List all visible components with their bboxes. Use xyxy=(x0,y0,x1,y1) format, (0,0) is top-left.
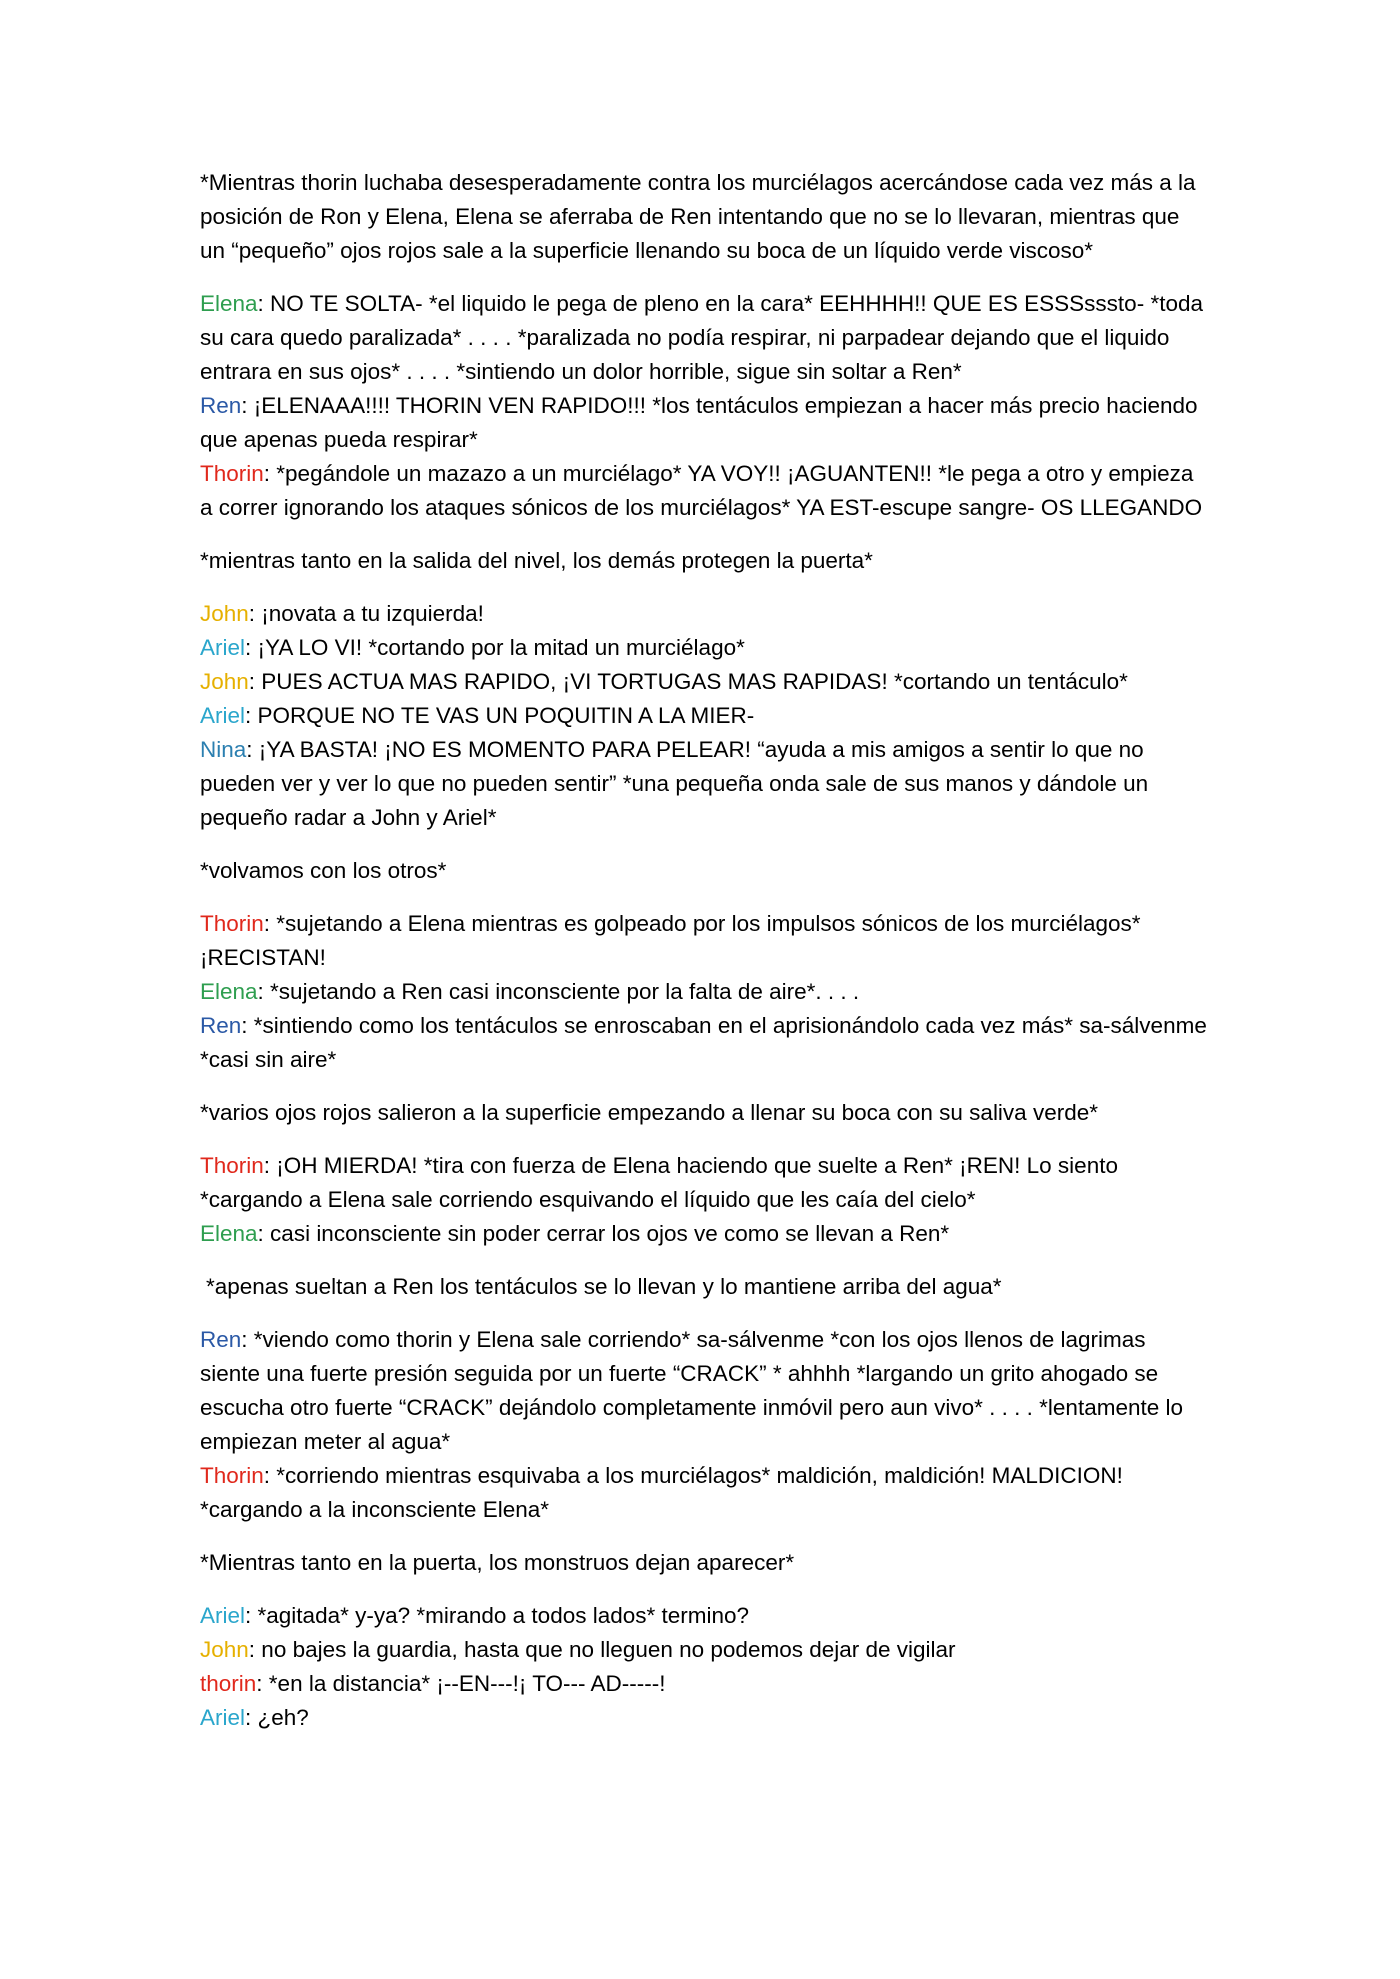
narration-paragraph: *Mientras thorin luchaba desesperadamente contra los murciélagos acercándose cada vez más a la posición de Ron y Elena, Elena se aferraba de Ren intentando que no se lo llevaran, mientras que un “pequeño” ojos rojos sale a la superficie llenando su boca de un líquido verde viscoso* xyxy=(200,170,1196,263)
speaker-name: Ariel xyxy=(200,703,246,728)
dialogue-text: : no bajes la guardia, hasta que no lleguen no podemos dejar de vigilar xyxy=(248,1637,956,1662)
speaker-name: Ariel xyxy=(200,1603,246,1628)
dialogue-block xyxy=(200,597,1210,835)
dialogue-text: : *en la distancia* ¡--EN---!¡ TO--- AD-----! xyxy=(256,1671,666,1696)
speaker-name: Thorin xyxy=(200,461,264,486)
dialogue-block xyxy=(200,1149,1210,1251)
dialogue-text: : NO TE SOLTA- *el liquido le pega de pleno en la cara* EEHHHH!! QUE ES ESSSsssto- *toda su cara quedo paralizada* . . . . *paralizada no podía respirar, ni parpadear dejando que el liquido entrara en sus ojos* . . . . *sintiendo un dolor horrible, sigue sin soltar a Ren* xyxy=(200,291,1203,384)
narration-paragraph: *mientras tanto en la salida del nivel, los demás protegen la puerta* xyxy=(200,548,873,573)
narration-paragraph: *varios ojos rojos salieron a la superficie empezando a llenar su boca con su saliva verde* xyxy=(200,1100,1098,1125)
dialogue-line xyxy=(200,631,1210,665)
dialogue-text: : ¡ELENAAA!!!! THORIN VEN RAPIDO!!! *los tentáculos empiezan a hacer más precio haciendo que apenas pueda respirar* xyxy=(200,393,1198,452)
dialogue-block xyxy=(200,907,1210,1077)
dialogue-text: : *corriendo mientras esquivaba a los murciélagos* maldición, maldición! MALDICION! *cargando a la inconsciente Elena* xyxy=(200,1463,1123,1522)
dialogue-text: : *pegándole un mazazo a un murciélago* YA VOY!! ¡AGUANTEN!! *le pega a otro y empieza a correr ignorando los ataques sónicos de los murciélagos* YA EST-escupe sangre- OS LLEGANDO xyxy=(200,461,1203,520)
dialogue-line xyxy=(200,457,1210,525)
dialogue-line xyxy=(200,665,1210,699)
dialogue-line xyxy=(200,1149,1210,1217)
dialogue-line xyxy=(200,1701,1210,1735)
dialogue-text: : *sintiendo como los tentáculos se enroscaban en el aprisionándolo cada vez más* sa-sálvenme *casi sin aire* xyxy=(200,1013,1207,1072)
dialogue-line xyxy=(200,699,1210,733)
dialogue-line xyxy=(200,1459,1210,1527)
speaker-name: Ren xyxy=(200,1013,242,1038)
dialogue-line xyxy=(200,1323,1210,1459)
dialogue-line xyxy=(200,1009,1210,1077)
dialogue-line xyxy=(200,287,1210,389)
dialogue-text: : PUES ACTUA MAS RAPIDO, ¡VI TORTUGAS MAS RAPIDAS! *cortando un tentáculo* xyxy=(248,669,1128,694)
speaker-name: Ren xyxy=(200,1327,242,1352)
speaker-name: John xyxy=(200,669,249,694)
dialogue-line xyxy=(200,1667,1210,1701)
dialogue-line xyxy=(200,1633,1210,1667)
dialogue-text: : *agitada* y-ya? *mirando a todos lados* termino? xyxy=(245,1603,750,1628)
speaker-name: John xyxy=(200,601,249,626)
dialogue-text: : *sujetando a Elena mientras es golpeado por los impulsos sónicos de los murciélagos* ¡RECISTAN! xyxy=(200,911,1141,970)
speaker-name: Elena xyxy=(200,1221,258,1246)
narration-paragraph: *Mientras tanto en la puerta, los monstruos dejan aparecer* xyxy=(200,1550,795,1575)
dialogue-block xyxy=(200,287,1210,525)
dialogue-line xyxy=(200,975,1210,1009)
dialogue-text: : casi inconsciente sin poder cerrar los ojos ve como se llevan a Ren* xyxy=(257,1221,950,1246)
dialogue-block xyxy=(200,1323,1210,1527)
dialogue-block xyxy=(200,1599,1210,1735)
speaker-name: Ren xyxy=(200,393,242,418)
dialogue-line xyxy=(200,907,1210,975)
narration-paragraph: *apenas sueltan a Ren los tentáculos se lo llevan y lo mantiene arriba del agua* xyxy=(206,1274,1002,1299)
speaker-name: Thorin xyxy=(200,1153,264,1178)
dialogue-line xyxy=(200,597,1210,631)
dialogue-text: : *sujetando a Ren casi inconsciente por la falta de aire*. . . . xyxy=(257,979,860,1004)
speaker-name: thorin xyxy=(200,1671,257,1696)
dialogue-text: : ¡YA LO VI! *cortando por la mitad un murciélago* xyxy=(245,635,745,660)
document-page xyxy=(200,166,1210,1754)
speaker-name: Thorin xyxy=(200,1463,264,1488)
dialogue-line xyxy=(200,1599,1210,1633)
speaker-name: Ariel xyxy=(200,635,246,660)
dialogue-text: : ¡OH MIERDA! *tira con fuerza de Elena haciendo que suelte a Ren* ¡REN! Lo siento *cargando a Elena sale corriendo esquivando el líquido que les caía del cielo* xyxy=(200,1153,1118,1212)
dialogue-text: : *viendo como thorin y Elena sale corriendo* sa-sálvenme *con los ojos llenos de lagrimas siente una fuerte presión seguida por un fuerte “CRACK” * ahhhh *largando un grito ahogado se escucha otro fuerte “CRACK” dejándolo completamente inmóvil pero aun vivo* . . . . *lentamente lo empiezan meter al agua* xyxy=(200,1327,1184,1454)
speaker-name: Thorin xyxy=(200,911,264,936)
dialogue-text: : ¡YA BASTA! ¡NO ES MOMENTO PARA PELEAR! “ayuda a mis amigos a sentir lo que no pueden ver y ver lo que no pueden sentir” *una pequeña onda sale de sus manos y dándole un pequeño radar a John y Ariel* xyxy=(200,737,1149,830)
speaker-name: Nina xyxy=(200,737,247,762)
narration-paragraph: *volvamos con los otros* xyxy=(200,858,447,883)
dialogue-line xyxy=(200,389,1210,457)
dialogue-line xyxy=(200,1217,1210,1251)
speaker-name: John xyxy=(200,1637,249,1662)
dialogue-line xyxy=(200,733,1210,835)
dialogue-text: : PORQUE NO TE VAS UN POQUITIN A LA MIER- xyxy=(245,703,755,728)
speaker-name: Elena xyxy=(200,979,258,1004)
speaker-name: Elena xyxy=(200,291,258,316)
dialogue-text: : ¿eh? xyxy=(245,1705,309,1730)
dialogue-text: : ¡novata a tu izquierda! xyxy=(248,601,484,626)
speaker-name: Ariel xyxy=(200,1705,246,1730)
